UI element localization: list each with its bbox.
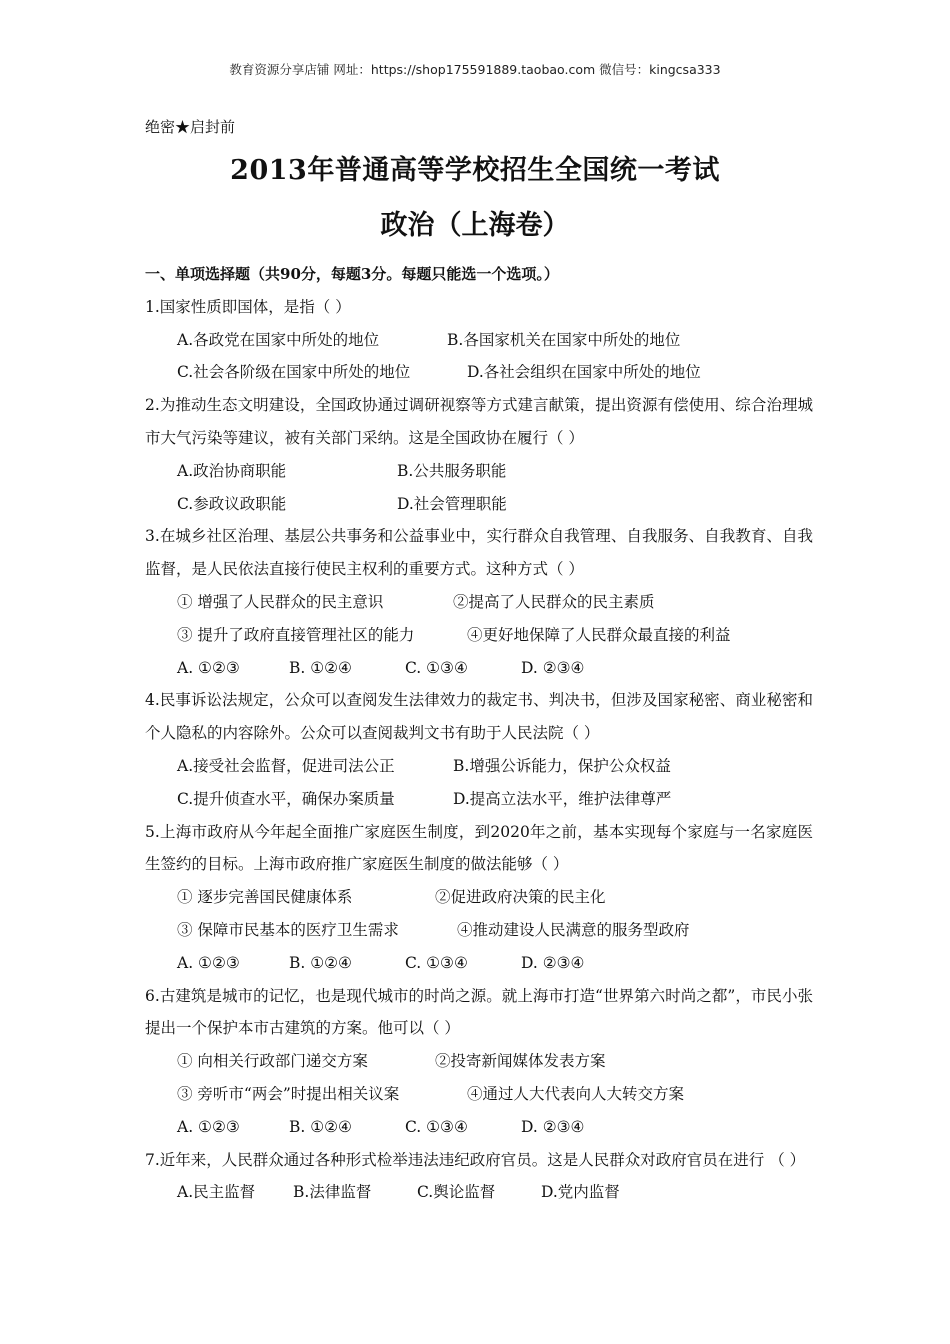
question-5: 5.上海市政府从今年起全面推广家庭医生制度，到2020年之前，基本实现每个家庭与一名家庭医生签约的目标。上海市政府推广家庭医生制度的做法能够（ ） [145, 822, 813, 874]
options-row [145, 1045, 813, 1078]
option: B. ①②④ [289, 953, 352, 972]
options-row [145, 652, 813, 685]
option: D.各社会组织在国家中所处的地位 [467, 363, 701, 382]
option: A.接受社会监督，促进司法公正 [177, 756, 395, 775]
question-6: 6.古建筑是城市的记忆，也是现代城市的时尚之源。就上海市打造“世界第六时尚之都”，市民小张提出一个保护本市古建筑的方案。他可以（ ） [145, 986, 813, 1038]
page-header: 教育资源分享店铺 网址：https://shop175591889.taobao.com 微信号：kingcsa333 [229, 62, 721, 77]
options-row [145, 324, 813, 357]
option: B.各国家机关在国家中所处的地位 [447, 330, 681, 349]
option: B. ①②④ [289, 658, 352, 677]
options-row [145, 783, 813, 816]
option: C.提升侦查水平，确保办案质量 [177, 789, 395, 808]
option: D. ②③④ [521, 1117, 585, 1136]
option: C.参政议政职能 [177, 494, 287, 513]
question-2: 2.为推动生态文明建设，全国政协通过调研视察等方式建言献策，提出资源有偿使用、综合治理城市大气污染等建议，被有关部门采纳。这是全国政协在履行（ ） [145, 396, 813, 447]
options-row [145, 356, 813, 389]
option: D.党内监督 [541, 1183, 620, 1202]
option: C. ①③④ [405, 1117, 468, 1136]
option: D. ②③④ [521, 953, 585, 972]
option: A.民主监督 [177, 1183, 256, 1202]
option: C.社会各阶级在国家中所处的地位 [177, 363, 411, 382]
option: A.政治协商职能 [177, 461, 287, 480]
option: ① 逐步完善国民健康体系 [177, 888, 353, 907]
option: ① 增强了人民群众的民主意识 [177, 592, 384, 611]
options-row [145, 586, 813, 619]
option: C. ①③④ [405, 658, 468, 677]
options-row [145, 914, 813, 947]
option: D. ②③④ [521, 658, 585, 677]
option: C.舆论监督 [417, 1183, 496, 1202]
option: B. ①②④ [289, 1117, 352, 1136]
option: D.提高立法水平，维护法律尊严 [453, 789, 672, 808]
option: ②促进政府决策的民主化 [435, 888, 606, 907]
option: B.公共服务职能 [397, 461, 507, 480]
option: ③ 提升了政府直接管理社区的能力 [177, 625, 415, 644]
option: ②投寄新闻媒体发表方案 [435, 1052, 606, 1071]
option: A.各政党在国家中所处的地位 [177, 330, 380, 349]
question-7: 7.近年来，人民群众通过各种形式检举违法违纪政府官员。这是人民群众对政府官员在进行 （ ） [145, 1150, 806, 1169]
option: D.社会管理职能 [397, 494, 507, 513]
option: ④推动建设人民满意的服务型政府 [457, 920, 690, 939]
exam-title: 2013年普通高等学校招生全国统一考试 [230, 155, 720, 186]
option: A. ①②③ [177, 1117, 240, 1136]
options-row [145, 947, 813, 980]
options-row [145, 1111, 813, 1144]
confidential-mark: 绝密★启封前 [145, 118, 236, 136]
options-row [145, 750, 813, 783]
section-heading: 一、单项选择题（共90分，每题3分。每题只能选一个选项。） [145, 265, 559, 283]
option: ③ 旁听市“两会”时提出相关议案 [177, 1084, 400, 1103]
option: A. ①②③ [177, 658, 240, 677]
options-row [145, 455, 813, 488]
option: ④通过人大代表向人大转交方案 [467, 1084, 685, 1103]
option: B.法律监督 [293, 1183, 372, 1202]
option: ③ 保障市民基本的医疗卫生需求 [177, 920, 399, 939]
options-row [145, 881, 813, 914]
question-4: 4.民事诉讼法规定，公众可以查阅发生法律效力的裁定书、判决书，但涉及国家秘密、商业秘密和个人隐私的内容除外。公众可以查阅裁判文书有助于人民法院（ ） [145, 691, 813, 743]
option: ④更好地保障了人民群众最直接的利益 [467, 625, 731, 644]
option: C. ①③④ [405, 953, 468, 972]
option: ① 向相关行政部门递交方案 [177, 1052, 368, 1071]
exam-content [145, 258, 813, 1209]
option: ②提高了人民群众的民主素质 [453, 592, 655, 611]
options-row [145, 619, 813, 652]
question-3: 3.在城乡社区治理、基层公共事务和公益事业中，实行群众自我管理、自我服务、自我教育、自我监督，是人民依法直接行使民主权利的重要方式。这种方式（ ） [145, 527, 813, 579]
options-row [145, 1078, 813, 1111]
exam-subtitle: 政治（上海卷） [380, 210, 570, 241]
option: B.增强公诉能力，保护公众权益 [453, 756, 671, 775]
option: A. ①②③ [177, 953, 240, 972]
options-row [145, 1176, 813, 1209]
question-1: 1.国家性质即国体，是指（ ） [145, 297, 351, 316]
options-row [145, 488, 813, 521]
